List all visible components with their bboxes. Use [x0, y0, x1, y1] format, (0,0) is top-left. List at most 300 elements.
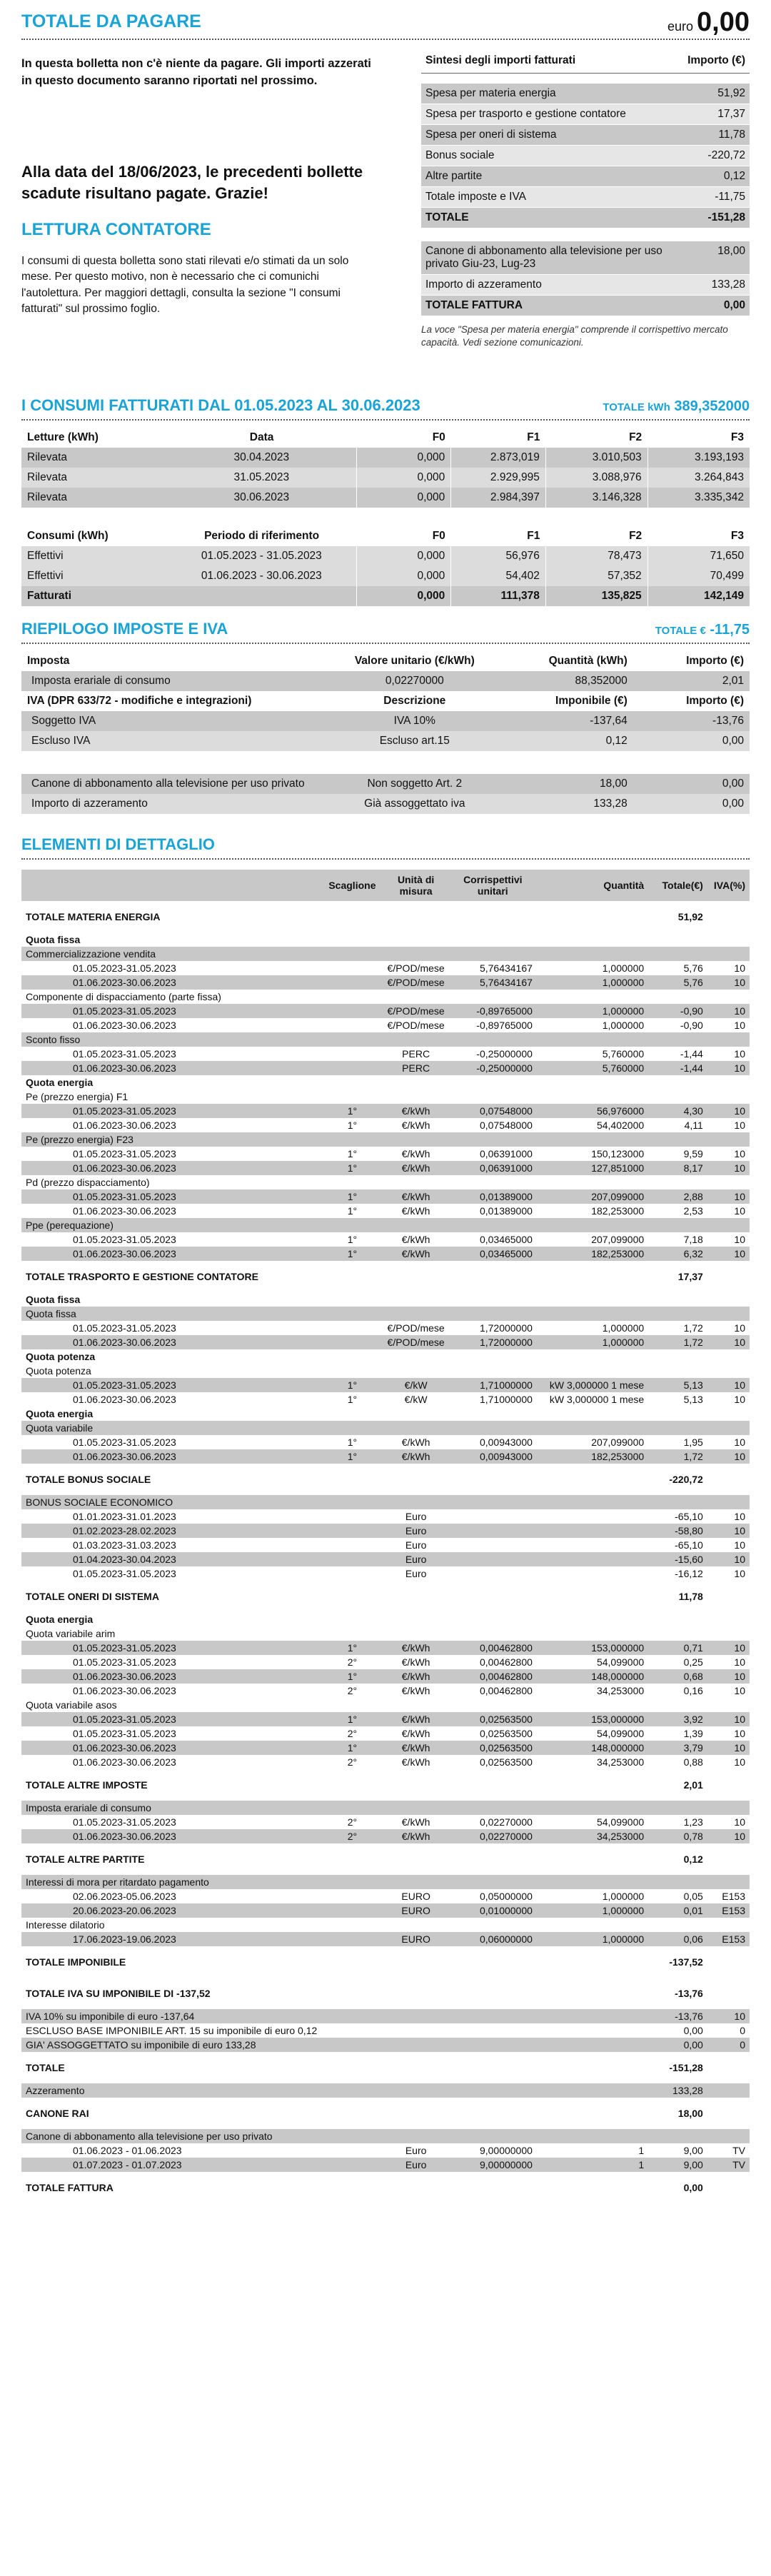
total-title: TOTALE DA PAGARE: [21, 11, 201, 31]
column-header: F1: [527, 431, 540, 443]
detail-cell: 2°: [347, 1656, 358, 1668]
detail-cell: [449, 1524, 537, 1538]
detail-row: [21, 2038, 750, 2052]
detail-cell: [321, 947, 383, 961]
detail-cell: 01.05.2023-31.05.2023: [73, 1234, 176, 1245]
detail-cell: [707, 1292, 750, 1307]
table-cell: 3.264,843: [695, 471, 744, 483]
detail-cell: 1: [638, 2145, 645, 2156]
detail-cell: [707, 1407, 750, 1421]
detail-cell: [383, 2083, 449, 2098]
detail-cell: [449, 1292, 537, 1307]
detail-cell: 54,099000: [596, 1816, 645, 1828]
detail-cell: 10: [734, 1539, 745, 1551]
detail-row: [21, 901, 750, 932]
detail-row: [21, 1061, 750, 1075]
detail-cell: Sconto fisso: [26, 1034, 81, 1045]
detail-cell: [383, 1626, 449, 1641]
table-row: [21, 794, 750, 814]
detail-cell: [383, 1292, 449, 1307]
detail-cell: Quota fissa: [26, 1294, 81, 1305]
table-header: [21, 691, 750, 711]
table-cell: 78,473: [545, 546, 647, 566]
detail-cell: 0,12: [683, 1853, 703, 1865]
detail-cell: 11,78: [678, 1591, 703, 1602]
detail-cell: 01.05.2023-31.05.2023: [73, 1642, 176, 1654]
detail-cell: [537, 1349, 648, 1364]
detail-cell: 0,00943000: [479, 1451, 533, 1462]
detail-cell: 10: [734, 1511, 745, 1522]
consumi-total-value: 389,352000: [674, 398, 750, 414]
detail-cell: [537, 1946, 648, 1978]
table-cell: 57,352: [545, 566, 647, 586]
summary-row: [421, 146, 750, 166]
detail-cell: Azzeramento: [26, 2085, 85, 2096]
detail-row: [21, 1421, 750, 1435]
summary-label: Spesa per oneri di sistema: [425, 129, 557, 141]
detail-cell: [537, 901, 648, 932]
detail-cell: 01.06.2023-30.06.2023: [73, 1451, 176, 1462]
detail-cell: 20.06.2023-20.06.2023: [73, 1905, 176, 1916]
detail-cell: 207,099000: [591, 1191, 645, 1202]
table-cell: 111,378: [451, 586, 546, 606]
detail-row: [21, 1538, 750, 1552]
detail-cell: [537, 1307, 648, 1321]
detail-cell: [321, 2172, 383, 2203]
detail-cell: 01.06.2023-30.06.2023: [73, 1162, 176, 1174]
detail-cell: [383, 1218, 449, 1232]
dettaglio-table: [21, 870, 750, 2203]
detail-cell: GIA' ASSOGGETTATO su imponibile di euro 133,28: [26, 2039, 256, 2051]
table-cell: 135,825: [545, 586, 647, 606]
detail-row: [21, 1698, 750, 1712]
detail-cell: [707, 1307, 750, 1321]
summary-label: Canone di abbonamento alla televisione per uso privato Giu-23, Lug-23: [425, 245, 662, 270]
summary-row: [421, 166, 750, 187]
detail-cell: PERC: [402, 1062, 430, 1074]
detail-cell: [537, 1261, 648, 1292]
table-header: [21, 428, 750, 448]
detail-cell: [321, 2143, 383, 2158]
detail-cell: 0,16: [683, 1685, 703, 1696]
detail-cell: 10: [734, 1685, 745, 1696]
detail-cell: 01.06.2023-30.06.2023: [73, 1248, 176, 1259]
detail-row: [21, 1903, 750, 1918]
detail-cell: 56,976000: [596, 1105, 645, 1117]
detail-cell: 01.06.2023-30.06.2023: [73, 1062, 176, 1074]
detail-cell: 1,72: [683, 1451, 703, 1462]
letture-table: [21, 428, 750, 508]
detail-cell: -0,89765000: [476, 1005, 533, 1017]
table-cell: Soggetto IVA: [31, 715, 96, 727]
column-header: Descrizione: [383, 695, 446, 707]
detail-cell: €/POD/mese: [387, 1020, 445, 1031]
detail-cell: 10: [734, 1162, 745, 1174]
detail-cell: 34,253000: [596, 1756, 645, 1768]
detail-cell: [321, 1932, 383, 1946]
detail-cell: [383, 1495, 449, 1509]
detail-cell: [383, 1946, 449, 1978]
column-header: [21, 870, 321, 901]
detail-cell: [449, 1509, 537, 1524]
detail-cell: [449, 2009, 537, 2023]
detail-cell: TOTALE: [26, 2062, 65, 2073]
detail-cell: [707, 1946, 750, 1978]
table-cell: IVA 10%: [393, 715, 435, 727]
detail-cell: [537, 1566, 648, 1581]
detail-cell: 10: [734, 1148, 745, 1159]
detail-cell: 10: [734, 1337, 745, 1348]
detail-cell: [449, 1495, 537, 1509]
detail-cell: 1,23: [683, 1816, 703, 1828]
detail-cell: 10: [734, 1525, 745, 1536]
table-cell: 0,12: [605, 735, 628, 747]
detail-cell: TOTALE IMPONIBILE: [26, 1956, 126, 1968]
detail-row: [21, 932, 750, 947]
detail-cell: [648, 1612, 707, 1626]
detail-row: [21, 1875, 750, 1889]
detail-cell: 10: [734, 1105, 745, 1117]
detail-cell: -0,90: [680, 1005, 703, 1017]
detail-cell: 0,05000000: [479, 1891, 533, 1902]
detail-cell: €/kWh: [401, 1191, 430, 1202]
detail-cell: [537, 1918, 648, 1932]
detail-cell: [537, 1075, 648, 1090]
detail-cell: 9,00000000: [479, 2145, 533, 2156]
detail-cell: Pe (prezzo energia) F23: [26, 1134, 133, 1145]
detail-row: [21, 961, 750, 975]
detail-cell: 54,099000: [596, 1656, 645, 1668]
detail-cell: [537, 1843, 648, 1875]
column-header: Unità di misura: [397, 874, 435, 897]
detail-cell: [707, 932, 750, 947]
detail-cell: [321, 2038, 383, 2052]
detail-cell: 1°: [347, 1191, 358, 1202]
detail-cell: 0,00: [683, 2039, 703, 2051]
detail-cell: [449, 1946, 537, 1978]
detail-cell: [648, 1421, 707, 1435]
detail-cell: [321, 1364, 383, 1378]
detail-row: [21, 2052, 750, 2083]
detail-cell: [321, 1843, 383, 1875]
detail-row: [21, 1815, 750, 1829]
detail-cell: [537, 1132, 648, 1147]
detail-cell: [449, 901, 537, 932]
detail-cell: [383, 1364, 449, 1378]
detail-cell: [383, 2129, 449, 2143]
detail-cell: 01.06.2023-30.06.2023: [73, 1685, 176, 1696]
detail-cell: [321, 1004, 383, 1018]
detail-cell: TOTALE BONUS SOCIALE: [26, 1474, 151, 1485]
paid-notice: Alla data del 18/06/2023, le precedenti bollette scadute risultano pagate. Grazie!: [21, 163, 363, 202]
table-row: [21, 546, 750, 566]
detail-cell: [537, 1978, 648, 2009]
summary-label: Importo di azzeramento: [425, 278, 542, 291]
detail-cell: [648, 1495, 707, 1509]
detail-cell: [383, 1581, 449, 1612]
detail-cell: 1°: [347, 1642, 358, 1654]
consumi-section: [21, 396, 750, 606]
detail-cell: 1°: [347, 1451, 358, 1462]
detail-cell: [537, 1175, 648, 1189]
detail-cell: [537, 2009, 648, 2023]
detail-cell: -151,28: [669, 2062, 703, 2073]
detail-cell: 4,30: [683, 1105, 703, 1117]
detail-cell: 01.06.2023-30.06.2023: [73, 1831, 176, 1842]
table-cell: 01.06.2023 - 30.06.2023: [167, 566, 356, 586]
detail-cell: -58,80: [675, 1525, 703, 1536]
detail-cell: [537, 1090, 648, 1104]
detail-cell: 10: [734, 1554, 745, 1565]
detail-cell: [321, 1032, 383, 1047]
detail-cell: [321, 1552, 383, 1566]
detail-cell: [648, 1175, 707, 1189]
detail-cell: 10: [734, 977, 745, 988]
summary-value: -11,75: [715, 191, 745, 203]
detail-cell: [383, 932, 449, 947]
detail-cell: 6,32: [683, 1248, 703, 1259]
table-cell: Rilevata: [27, 491, 67, 503]
detail-cell: Imposta erariale di consumo: [26, 1802, 151, 1813]
table-cell: 0,000: [356, 566, 451, 586]
column-header: Quantità (kWh): [548, 655, 628, 667]
detail-cell: [537, 1698, 648, 1712]
detail-cell: [383, 1801, 449, 1815]
detail-cell: 148,000000: [591, 1742, 645, 1754]
detail-cell: [383, 1769, 449, 1801]
amount-value: 0,00: [697, 7, 750, 37]
detail-cell: [383, 2172, 449, 2203]
detail-row: [21, 1378, 750, 1392]
detail-cell: [449, 1538, 537, 1552]
detail-cell: TV: [732, 2159, 745, 2170]
detail-cell: [537, 1801, 648, 1815]
table-cell: Fatturati: [27, 590, 71, 602]
detail-cell: 207,099000: [591, 1234, 645, 1245]
detail-cell: 127,851000: [591, 1162, 645, 1174]
detail-cell: [648, 1407, 707, 1421]
detail-row: [21, 1524, 750, 1538]
detail-cell: [449, 1421, 537, 1435]
detail-cell: Quota variabile arim: [26, 1628, 116, 1639]
detail-cell: €/POD/mese: [387, 1005, 445, 1017]
consumi-total: [603, 398, 750, 415]
detail-cell: [383, 1261, 449, 1292]
detail-cell: 01.02.2023-28.02.2023: [73, 1525, 176, 1536]
detail-row: [21, 1626, 750, 1641]
detail-cell: [449, 2052, 537, 2083]
detail-cell: [449, 932, 537, 947]
detail-cell: €/kW: [404, 1394, 428, 1405]
detail-row: [21, 1552, 750, 1566]
detail-cell: [383, 1075, 449, 1090]
detail-cell: [537, 1421, 648, 1435]
detail-cell: 10: [734, 1671, 745, 1682]
table-cell: 3.010,503: [545, 448, 647, 468]
detail-cell: TOTALE MATERIA ENERGIA: [26, 911, 161, 922]
detail-cell: 10: [734, 1322, 745, 1334]
table-cell: -137,64: [590, 715, 628, 727]
summary-value: 0,12: [723, 170, 745, 182]
detail-cell: [383, 1918, 449, 1932]
table-cell: 54,402: [451, 566, 546, 586]
table-cell: [167, 586, 356, 606]
detail-cell: 1,000000: [602, 1020, 645, 1031]
detail-cell: 0,01: [683, 1905, 703, 1916]
detail-cell: 2°: [347, 1728, 358, 1739]
detail-cell: Euro: [405, 2145, 427, 2156]
detail-cell: 2°: [347, 1685, 358, 1696]
detail-cell: [321, 990, 383, 1004]
detail-cell: [449, 1364, 537, 1378]
table-cell: 3.193,193: [695, 451, 744, 463]
detail-cell: CANONE RAI: [26, 2108, 89, 2119]
detail-cell: [383, 2052, 449, 2083]
table-cell: 0,02270000: [385, 675, 444, 687]
detail-cell: [321, 1903, 383, 1918]
detail-cell: [321, 2009, 383, 2023]
table-cell: Escluso art.15: [379, 735, 450, 747]
detail-cell: [321, 1335, 383, 1349]
detail-row: [21, 1189, 750, 1204]
consumi-table: [21, 526, 750, 606]
detail-cell: 0,68: [683, 1671, 703, 1682]
detail-cell: [648, 1090, 707, 1104]
column-header: Scaglione: [328, 880, 376, 891]
detail-cell: [707, 1090, 750, 1104]
summary-row: [421, 104, 750, 125]
detail-cell: €/kWh: [401, 1714, 430, 1725]
detail-cell: [537, 2083, 648, 2098]
detail-row: [21, 1612, 750, 1626]
table-cell: 70,499: [710, 570, 744, 582]
summary-box: [421, 51, 750, 349]
detail-cell: 10: [734, 1005, 745, 1017]
detail-cell: [537, 1538, 648, 1552]
detail-cell: 5,76: [683, 962, 703, 974]
detail-cell: Ppe (perequazione): [26, 1219, 114, 1231]
column-header: Importo (€): [686, 655, 744, 667]
detail-row: [21, 1495, 750, 1509]
detail-cell: 9,00: [683, 2145, 703, 2156]
table-cell: Importo di azzeramento: [31, 798, 148, 810]
detail-cell: 0,02270000: [479, 1831, 533, 1842]
detail-cell: Euro: [405, 1539, 427, 1551]
detail-cell: 0,03465000: [479, 1248, 533, 1259]
detail-cell: 1°: [347, 1437, 358, 1448]
detail-row: [21, 1829, 750, 1843]
summary-value: 17,37: [717, 108, 745, 120]
detail-cell: 0,88: [683, 1756, 703, 1768]
detail-cell: 01.05.2023-31.05.2023: [73, 1148, 176, 1159]
detail-cell: 01.04.2023-30.04.2023: [73, 1554, 176, 1565]
detail-row: [21, 2143, 750, 2158]
detail-cell: [321, 1875, 383, 1889]
detail-cell: 1°: [347, 1671, 358, 1682]
detail-cell: [648, 1875, 707, 1889]
detail-cell: €/kWh: [401, 1120, 430, 1131]
spacer: [21, 751, 750, 774]
detail-cell: [321, 2098, 383, 2129]
detail-cell: [383, 990, 449, 1004]
detail-cell: 7,18: [683, 1234, 703, 1245]
detail-cell: [383, 1875, 449, 1889]
detail-cell: [449, 1612, 537, 1626]
detail-cell: 1,71000000: [479, 1394, 533, 1405]
detail-cell: -1,44: [680, 1048, 703, 1060]
detail-cell: 01.03.2023-31.03.2023: [73, 1539, 176, 1551]
detail-cell: [707, 2129, 750, 2143]
summary-label: Spesa per materia energia: [425, 87, 556, 99]
detail-cell: 1,000000: [602, 1337, 645, 1348]
detail-row: [21, 975, 750, 990]
detail-cell: [383, 1978, 449, 2009]
table-cell: 142,149: [703, 590, 744, 602]
detail-cell: 9,00000000: [479, 2159, 533, 2170]
table-row: [21, 566, 750, 586]
detail-row: [21, 1175, 750, 1189]
detail-cell: PERC: [402, 1048, 430, 1060]
detail-cell: [707, 2098, 750, 2129]
detail-cell: 9,59: [683, 1148, 703, 1159]
detail-cell: [449, 2098, 537, 2129]
detail-cell: [537, 1875, 648, 1889]
detail-cell: EURO: [401, 1905, 430, 1916]
detail-cell: [537, 1218, 648, 1232]
detail-row: [21, 2023, 750, 2038]
detail-cell: [321, 1509, 383, 1524]
detail-cell: [321, 1889, 383, 1903]
detail-cell: [537, 1769, 648, 1801]
detail-row: [21, 1801, 750, 1815]
detail-cell: 01.06.2023 - 01.06.2023: [73, 2145, 182, 2156]
detail-cell: [707, 1421, 750, 1435]
detail-cell: 01.06.2023-30.06.2023: [73, 1120, 176, 1131]
table-row: [21, 488, 750, 508]
detail-cell: [449, 1978, 537, 2009]
detail-cell: 10: [734, 1394, 745, 1405]
detail-cell: E153: [722, 1905, 745, 1916]
detail-cell: 10: [734, 1234, 745, 1245]
detail-cell: 5,760000: [602, 1062, 645, 1074]
detail-cell: [537, 1509, 648, 1524]
detail-cell: [707, 901, 750, 932]
detail-cell: 5,76: [683, 977, 703, 988]
detail-cell: 0,06391000: [479, 1148, 533, 1159]
detail-row: [21, 2083, 750, 2098]
detail-row: [21, 2172, 750, 2203]
column-header: Data: [249, 431, 274, 443]
detail-cell: [707, 1349, 750, 1364]
detail-cell: BONUS SOCIALE ECONOMICO: [26, 1496, 173, 1508]
detail-cell: [383, 1421, 449, 1435]
detail-cell: 01.05.2023-31.05.2023: [73, 1322, 176, 1334]
detail-cell: [707, 1918, 750, 1932]
detail-cell: [321, 975, 383, 990]
detail-row: [21, 1032, 750, 1047]
detail-cell: 133,28: [672, 2085, 703, 2096]
detail-cell: [321, 1698, 383, 1712]
detail-cell: 10: [734, 1451, 745, 1462]
detail-cell: 148,000000: [591, 1671, 645, 1682]
detail-cell: [449, 2129, 537, 2143]
detail-cell: [321, 1218, 383, 1232]
detail-cell: [321, 1261, 383, 1292]
detail-cell: [449, 2023, 537, 2038]
detail-cell: 0,25: [683, 1656, 703, 1668]
total-amount: [667, 7, 750, 38]
detail-cell: 2°: [347, 1816, 358, 1828]
